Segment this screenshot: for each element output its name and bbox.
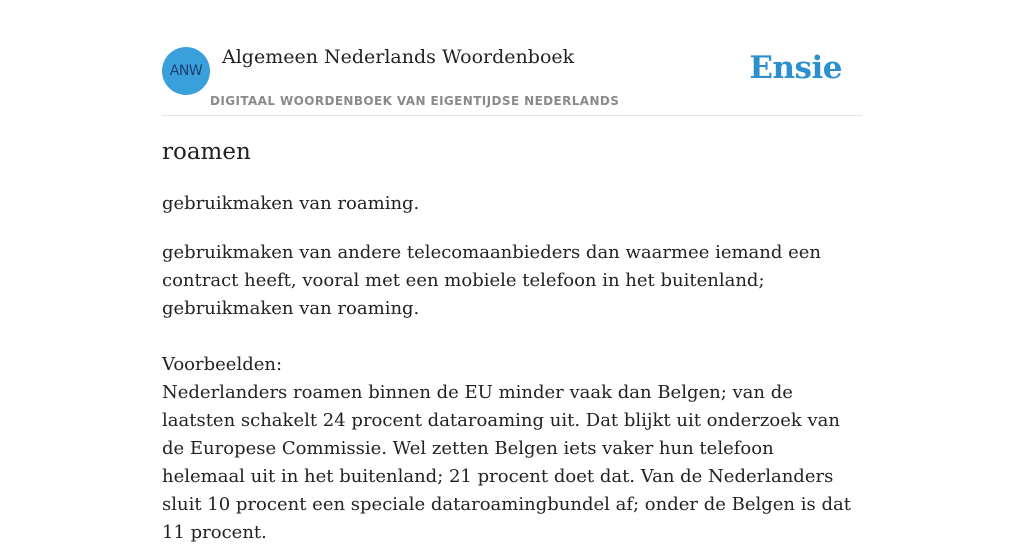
- entry-word: roamen: [162, 139, 251, 165]
- page: [162, 0, 862, 543]
- short-definition: gebruikmaken van roaming.: [162, 193, 420, 214]
- header-divider: [162, 115, 862, 116]
- ensie-logo[interactable]: Ensie: [749, 50, 842, 86]
- example-text: Nederlanders roamen binnen de EU minder vaak dan Belgen; van de laatsten schakelt 24 procent dataroaming uit. Dat blijkt uit onderzoek van de Europese Commissie. Wel zetten Belgen iets vaker hun telefoon helemaal uit in het buitenland; 21 procent doet dat. Van de Nederlanders sluit 10 procent een speciale dataroamingbundel af; onder de Belgen is dat 11 procent.: [162, 382, 851, 543]
- anw-logo[interactable]: ANW: [162, 47, 210, 95]
- long-definition: gebruikmaken van andere telecomaanbieders dan waarmee iemand een contract heeft, vooral met een mobiele telefoon in het buitenland; gebruikmaken van roaming.: [162, 242, 822, 319]
- site-title[interactable]: Algemeen Nederlands Woordenboek: [222, 46, 575, 68]
- site-subtitle: DIGITAAL WOORDENBOEK VAN EIGENTIJDSE NEDERLANDS: [210, 94, 620, 108]
- examples-heading: Voorbeelden:: [162, 354, 283, 375]
